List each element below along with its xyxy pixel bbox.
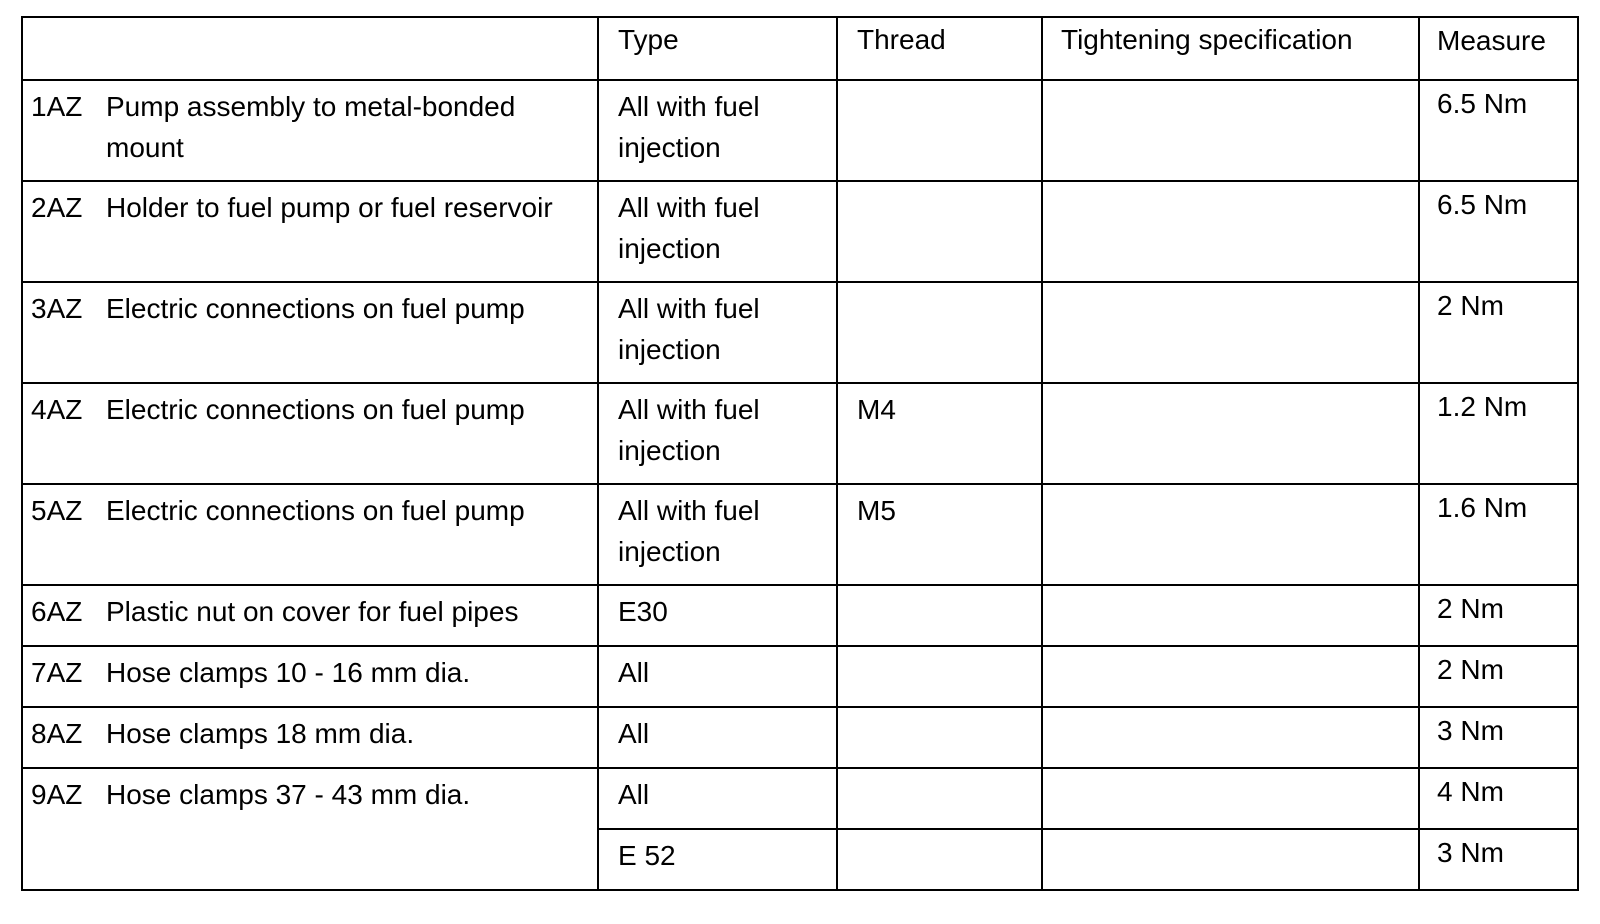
header-type: Type [598, 17, 837, 80]
type-cell [598, 646, 837, 707]
item-description: Pump assembly to metal-bonded mount [106, 91, 516, 163]
item-cell [22, 585, 598, 646]
item-code: 7AZ [31, 657, 83, 688]
type-cell [598, 768, 837, 829]
tightening-spec-table [21, 16, 1579, 891]
header-measure: Measure [1419, 17, 1578, 80]
type-cell [598, 282, 837, 383]
item-description: Electric connections on fuel pump [106, 394, 525, 425]
item-cell [22, 768, 598, 890]
item-code: 3AZ [31, 293, 83, 324]
thread-cell [837, 768, 1042, 829]
item-description: Hose clamps 37 - 43 mm dia. [106, 779, 471, 810]
type-cell [598, 585, 837, 646]
table-row [22, 585, 1578, 646]
measure-cell: 1.6 Nm [1419, 484, 1578, 585]
type-cell [598, 484, 837, 585]
type-value: All [618, 779, 650, 810]
item-cell [22, 80, 598, 181]
header-tightening-specification: Tightening specification [1042, 17, 1419, 80]
header-thread: Thread [837, 17, 1042, 80]
measure-cell: 3 Nm [1419, 829, 1578, 890]
type-cell [598, 383, 837, 484]
item-code: 2AZ [31, 192, 83, 223]
item-cell [22, 484, 598, 585]
thread-cell [837, 707, 1042, 768]
type-cell [598, 707, 837, 768]
header-item [22, 17, 598, 80]
table-row [22, 484, 1578, 585]
item-cell [22, 646, 598, 707]
item-code: 1AZ [31, 91, 83, 122]
table-row [22, 383, 1578, 484]
type-value: All [618, 657, 650, 688]
measure-cell: 2 Nm [1419, 282, 1578, 383]
measure-cell: 3 Nm [1419, 707, 1578, 768]
table-row [22, 768, 1578, 829]
item-cell [22, 707, 598, 768]
thread-cell [837, 282, 1042, 383]
measure-cell: 4 Nm [1419, 768, 1578, 829]
type-cell [598, 181, 837, 282]
measure-cell: 6.5 Nm [1419, 80, 1578, 181]
spec-cell [1042, 181, 1419, 282]
spec-cell [1042, 707, 1419, 768]
item-code: 5AZ [31, 495, 83, 526]
table-row [22, 80, 1578, 181]
thread-cell [837, 585, 1042, 646]
spec-cell [1042, 585, 1419, 646]
spec-cell [1042, 282, 1419, 383]
type-value: All with fuel injection [618, 293, 760, 365]
spec-cell [1042, 646, 1419, 707]
thread-cell [837, 181, 1042, 282]
spec-cell [1042, 383, 1419, 484]
item-description: Hose clamps 10 - 16 mm dia. [106, 657, 471, 688]
type-value: All [618, 718, 650, 749]
table-row [22, 181, 1578, 282]
type-cell [598, 80, 837, 181]
type-cell [598, 829, 837, 890]
item-description: Electric connections on fuel pump [106, 293, 525, 324]
item-description: Electric connections on fuel pump [106, 495, 525, 526]
type-value: All with fuel injection [618, 394, 760, 466]
type-value: All with fuel injection [618, 91, 760, 163]
measure-cell: 6.5 Nm [1419, 181, 1578, 282]
thread-cell [837, 829, 1042, 890]
item-code: 9AZ [31, 779, 83, 810]
measure-cell: 1.2 Nm [1419, 383, 1578, 484]
item-description: Holder to fuel pump or fuel reservoir [106, 192, 553, 223]
item-code: 4AZ [31, 394, 83, 425]
item-cell [22, 383, 598, 484]
spec-cell [1042, 829, 1419, 890]
measure-cell: 2 Nm [1419, 646, 1578, 707]
type-value: E 52 [618, 840, 676, 871]
item-cell [22, 181, 598, 282]
table-row [22, 282, 1578, 383]
spec-cell [1042, 80, 1419, 181]
measure-cell: 2 Nm [1419, 585, 1578, 646]
item-description: Plastic nut on cover for fuel pipes [106, 596, 519, 627]
header-row [22, 17, 1578, 80]
spec-cell [1042, 768, 1419, 829]
thread-cell: M4 [837, 383, 1042, 484]
item-code: 8AZ [31, 718, 83, 749]
type-value: E30 [618, 596, 668, 627]
type-value: All with fuel injection [618, 192, 760, 264]
thread-cell: M5 [837, 484, 1042, 585]
item-description: Hose clamps 18 mm dia. [106, 718, 415, 749]
thread-cell [837, 80, 1042, 181]
item-code: 6AZ [31, 596, 83, 627]
table-row [22, 646, 1578, 707]
table-row [22, 707, 1578, 768]
type-value: All with fuel injection [618, 495, 760, 567]
item-cell [22, 282, 598, 383]
spec-cell [1042, 484, 1419, 585]
thread-cell [837, 646, 1042, 707]
